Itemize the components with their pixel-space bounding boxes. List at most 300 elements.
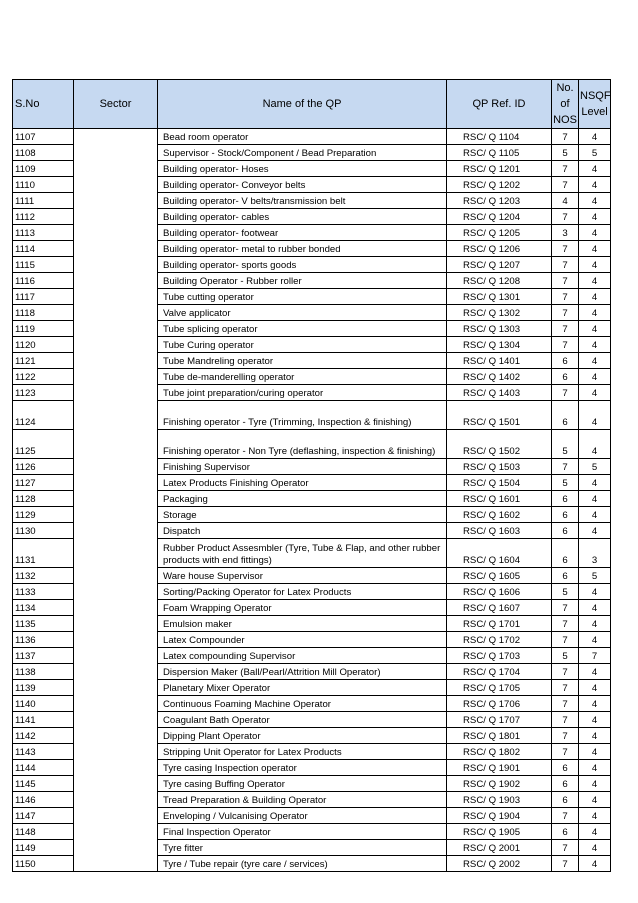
- table-row: [13, 241, 611, 257]
- cell-qp-ref: RSC/ Q 1601: [447, 491, 552, 507]
- cell-nsqf: 4: [579, 225, 611, 241]
- cell-nos: 5: [552, 145, 579, 161]
- cell-nos: 6: [552, 353, 579, 369]
- cell-nsqf: 4: [579, 193, 611, 209]
- table-row: [13, 337, 611, 353]
- cell-sno: 1140: [13, 696, 74, 712]
- cell-qp-ref: RSC/ Q 1503: [447, 459, 552, 475]
- cell-sector: [74, 584, 158, 600]
- cell-nos: 7: [552, 728, 579, 744]
- cell-sno: 1143: [13, 744, 74, 760]
- cell-qp-ref: RSC/ Q 1902: [447, 776, 552, 792]
- cell-nos: 7: [552, 321, 579, 337]
- table-row: [13, 539, 611, 568]
- cell-nsqf: 4: [579, 792, 611, 808]
- cell-nsqf: 4: [579, 430, 611, 459]
- cell-nsqf: 4: [579, 728, 611, 744]
- table-row: [13, 369, 611, 385]
- cell-nos: 7: [552, 305, 579, 321]
- cell-nsqf: 5: [579, 145, 611, 161]
- cell-nsqf: 4: [579, 824, 611, 840]
- table-row: [13, 792, 611, 808]
- cell-nsqf: 4: [579, 209, 611, 225]
- cell-sno: 1111: [13, 193, 74, 209]
- table-row: [13, 632, 611, 648]
- cell-nsqf: 4: [579, 523, 611, 539]
- table-row: [13, 145, 611, 161]
- cell-qp-ref: RSC/ Q 1201: [447, 161, 552, 177]
- cell-qp-name: Latex Products Finishing Operator: [158, 475, 447, 491]
- cell-qp-name: Final Inspection Operator: [158, 824, 447, 840]
- cell-sno: 1116: [13, 273, 74, 289]
- cell-sector: [74, 616, 158, 632]
- table-row: [13, 353, 611, 369]
- cell-sno: 1126: [13, 459, 74, 475]
- cell-qp-ref: RSC/ Q 1202: [447, 177, 552, 193]
- cell-nsqf: 4: [579, 776, 611, 792]
- cell-qp-name: Ware house Supervisor: [158, 568, 447, 584]
- table-row: [13, 475, 611, 491]
- table-row: [13, 744, 611, 760]
- cell-sno: 1110: [13, 177, 74, 193]
- cell-qp-name: Finishing operator - Tyre (Trimming, Inspection & finishing): [158, 401, 447, 430]
- table-row: [13, 273, 611, 289]
- cell-sno: 1142: [13, 728, 74, 744]
- cell-nos: 7: [552, 600, 579, 616]
- cell-nos: 7: [552, 664, 579, 680]
- cell-nsqf: 4: [579, 129, 611, 145]
- cell-nos: 6: [552, 539, 579, 568]
- table-row: [13, 568, 611, 584]
- cell-sno: 1134: [13, 600, 74, 616]
- cell-nsqf: 4: [579, 321, 611, 337]
- cell-nos: 7: [552, 337, 579, 353]
- cell-qp-name: Tyre / Tube repair (tyre care / services): [158, 856, 447, 872]
- cell-sno: 1136: [13, 632, 74, 648]
- cell-nos: 7: [552, 632, 579, 648]
- cell-sector: [74, 840, 158, 856]
- cell-sno: 1118: [13, 305, 74, 321]
- cell-qp-ref: RSC/ Q 1502: [447, 430, 552, 459]
- cell-sno: 1138: [13, 664, 74, 680]
- cell-sector: [74, 744, 158, 760]
- cell-sector: [74, 760, 158, 776]
- table-row: [13, 760, 611, 776]
- table-row: [13, 321, 611, 337]
- cell-qp-ref: RSC/ Q 1802: [447, 744, 552, 760]
- cell-nos: 7: [552, 385, 579, 401]
- cell-qp-name: Stripping Unit Operator for Latex Products: [158, 744, 447, 760]
- cell-nsqf: 3: [579, 539, 611, 568]
- cell-qp-name: Supervisor - Stock/Component / Bead Preparation: [158, 145, 447, 161]
- cell-sno: 1107: [13, 129, 74, 145]
- cell-nos: 6: [552, 568, 579, 584]
- cell-nos: 6: [552, 401, 579, 430]
- cell-nsqf: 4: [579, 257, 611, 273]
- cell-qp-name: Finishing operator - Non Tyre (deflashing, inspection & finishing): [158, 430, 447, 459]
- cell-nos: 5: [552, 475, 579, 491]
- cell-sector: [74, 856, 158, 872]
- cell-sector: [74, 568, 158, 584]
- cell-qp-ref: RSC/ Q 2002: [447, 856, 552, 872]
- cell-qp-name: Tyre casing Inspection operator: [158, 760, 447, 776]
- cell-nsqf: 4: [579, 241, 611, 257]
- cell-nos: 7: [552, 129, 579, 145]
- cell-sector: [74, 225, 158, 241]
- cell-sno: 1146: [13, 792, 74, 808]
- cell-nos: 7: [552, 459, 579, 475]
- cell-sector: [74, 145, 158, 161]
- cell-qp-ref: RSC/ Q 1501: [447, 401, 552, 430]
- cell-sector: [74, 241, 158, 257]
- table-row: [13, 840, 611, 856]
- table-row: [13, 712, 611, 728]
- cell-qp-ref: RSC/ Q 1903: [447, 792, 552, 808]
- cell-nsqf: 4: [579, 337, 611, 353]
- cell-qp-ref: RSC/ Q 1707: [447, 712, 552, 728]
- cell-qp-name: Building Operator - Rubber roller: [158, 273, 447, 289]
- cell-nsqf: 5: [579, 568, 611, 584]
- table-row: [13, 523, 611, 539]
- cell-sno: 1141: [13, 712, 74, 728]
- cell-qp-name: Tube Mandreling operator: [158, 353, 447, 369]
- cell-sector: [74, 696, 158, 712]
- cell-qp-name: Tube joint preparation/curing operator: [158, 385, 447, 401]
- table-row: [13, 289, 611, 305]
- table-row: [13, 584, 611, 600]
- header-row: [13, 80, 611, 129]
- cell-qp-name: Finishing Supervisor: [158, 459, 447, 475]
- cell-qp-ref: RSC/ Q 1204: [447, 209, 552, 225]
- cell-sno: 1135: [13, 616, 74, 632]
- table-row: [13, 225, 611, 241]
- cell-nsqf: 4: [579, 600, 611, 616]
- cell-sno: 1128: [13, 491, 74, 507]
- cell-nos: 7: [552, 257, 579, 273]
- cell-sector: [74, 257, 158, 273]
- cell-nos: 7: [552, 840, 579, 856]
- cell-qp-ref: RSC/ Q 1504: [447, 475, 552, 491]
- cell-nsqf: 4: [579, 353, 611, 369]
- cell-qp-name: Tyre casing Buffing Operator: [158, 776, 447, 792]
- cell-sno: 1149: [13, 840, 74, 856]
- cell-nos: 7: [552, 696, 579, 712]
- cell-sector: [74, 664, 158, 680]
- cell-qp-name: Planetary Mixer Operator: [158, 680, 447, 696]
- cell-nos: 7: [552, 209, 579, 225]
- cell-sector: [74, 648, 158, 664]
- cell-sector: [74, 209, 158, 225]
- cell-qp-ref: RSC/ Q 1105: [447, 145, 552, 161]
- cell-sno: 1113: [13, 225, 74, 241]
- cell-qp-ref: RSC/ Q 1703: [447, 648, 552, 664]
- cell-qp-name: Sorting/Packing Operator for Latex Products: [158, 584, 447, 600]
- cell-nsqf: 4: [579, 808, 611, 824]
- cell-sector: [74, 161, 158, 177]
- cell-qp-name: Bead room operator: [158, 129, 447, 145]
- cell-nsqf: 4: [579, 507, 611, 523]
- cell-nos: 7: [552, 744, 579, 760]
- cell-sno: 1125: [13, 430, 74, 459]
- cell-sector: [74, 523, 158, 539]
- cell-nos: 7: [552, 616, 579, 632]
- cell-sector: [74, 273, 158, 289]
- cell-qp-ref: RSC/ Q 1203: [447, 193, 552, 209]
- cell-nsqf: 4: [579, 475, 611, 491]
- table-row: [13, 491, 611, 507]
- cell-nos: 7: [552, 856, 579, 872]
- cell-qp-name: Building operator- V belts/transmission belt: [158, 193, 447, 209]
- cell-sno: 1129: [13, 507, 74, 523]
- cell-nos: 7: [552, 289, 579, 305]
- cell-qp-name: Latex compounding Supervisor: [158, 648, 447, 664]
- cell-qp-ref: RSC/ Q 1901: [447, 760, 552, 776]
- cell-qp-ref: RSC/ Q 1704: [447, 664, 552, 680]
- cell-sector: [74, 600, 158, 616]
- table-row: [13, 776, 611, 792]
- table-row: [13, 600, 611, 616]
- cell-nsqf: 4: [579, 273, 611, 289]
- cell-qp-ref: RSC/ Q 1402: [447, 369, 552, 385]
- cell-sno: 1120: [13, 337, 74, 353]
- table-row: [13, 193, 611, 209]
- cell-qp-name: Rubber Product Assesmbler (Tyre, Tube & Flap, and other rubber products with end fittings): [158, 539, 447, 568]
- table-row: [13, 664, 611, 680]
- cell-nos: 3: [552, 225, 579, 241]
- table-row: [13, 696, 611, 712]
- cell-qp-name: Building operator- Conveyor belts: [158, 177, 447, 193]
- cell-qp-ref: RSC/ Q 2001: [447, 840, 552, 856]
- cell-sno: 1145: [13, 776, 74, 792]
- cell-qp-ref: RSC/ Q 1605: [447, 568, 552, 584]
- cell-qp-ref: RSC/ Q 1701: [447, 616, 552, 632]
- cell-nos: 7: [552, 273, 579, 289]
- cell-nsqf: 4: [579, 760, 611, 776]
- table-row: [13, 161, 611, 177]
- cell-sno: 1108: [13, 145, 74, 161]
- table-body: [13, 129, 611, 872]
- cell-sno: 1147: [13, 808, 74, 824]
- cell-sector: [74, 712, 158, 728]
- qp-table: [12, 79, 611, 872]
- cell-nos: 5: [552, 430, 579, 459]
- cell-qp-name: Building operator- Hoses: [158, 161, 447, 177]
- cell-qp-ref: RSC/ Q 1403: [447, 385, 552, 401]
- cell-sno: 1124: [13, 401, 74, 430]
- cell-sector: [74, 430, 158, 459]
- cell-nsqf: 4: [579, 840, 611, 856]
- table-row: [13, 430, 611, 459]
- cell-sector: [74, 337, 158, 353]
- cell-sno: 1109: [13, 161, 74, 177]
- cell-qp-name: Building operator- sports goods: [158, 257, 447, 273]
- cell-qp-ref: RSC/ Q 1904: [447, 808, 552, 824]
- cell-nsqf: 4: [579, 491, 611, 507]
- cell-sno: 1114: [13, 241, 74, 257]
- cell-qp-name: Tread Preparation & Building Operator: [158, 792, 447, 808]
- table-row: [13, 648, 611, 664]
- cell-qp-name: Tyre fitter: [158, 840, 447, 856]
- table-row: [13, 305, 611, 321]
- cell-nsqf: 4: [579, 712, 611, 728]
- cell-nos: 6: [552, 792, 579, 808]
- cell-sector: [74, 491, 158, 507]
- cell-nsqf: 4: [579, 616, 611, 632]
- cell-sector: [74, 475, 158, 491]
- table-row: [13, 257, 611, 273]
- cell-nsqf: 4: [579, 401, 611, 430]
- cell-sno: 1119: [13, 321, 74, 337]
- cell-qp-ref: RSC/ Q 1301: [447, 289, 552, 305]
- cell-qp-name: Storage: [158, 507, 447, 523]
- cell-sector: [74, 680, 158, 696]
- cell-sno: 1150: [13, 856, 74, 872]
- table-row: [13, 129, 611, 145]
- cell-qp-ref: RSC/ Q 1607: [447, 600, 552, 616]
- cell-nsqf: 4: [579, 632, 611, 648]
- cell-sno: 1115: [13, 257, 74, 273]
- cell-sno: 1133: [13, 584, 74, 600]
- cell-sector: [74, 353, 158, 369]
- cell-sector: [74, 507, 158, 523]
- table-row: [13, 856, 611, 872]
- cell-nsqf: 4: [579, 385, 611, 401]
- cell-qp-ref: RSC/ Q 1401: [447, 353, 552, 369]
- cell-qp-ref: RSC/ Q 1104: [447, 129, 552, 145]
- cell-nos: 7: [552, 177, 579, 193]
- cell-sno: 1122: [13, 369, 74, 385]
- cell-sno: 1139: [13, 680, 74, 696]
- cell-nos: 7: [552, 680, 579, 696]
- cell-nsqf: 4: [579, 289, 611, 305]
- cell-sector: [74, 289, 158, 305]
- cell-qp-name: Continuous Foaming Machine Operator: [158, 696, 447, 712]
- cell-sector: [74, 459, 158, 475]
- cell-nos: 6: [552, 824, 579, 840]
- cell-qp-name: Building operator- footwear: [158, 225, 447, 241]
- cell-qp-name: Building operator- metal to rubber bonded: [158, 241, 447, 257]
- cell-qp-ref: RSC/ Q 1302: [447, 305, 552, 321]
- cell-nos: 4: [552, 193, 579, 209]
- cell-qp-ref: RSC/ Q 1205: [447, 225, 552, 241]
- cell-qp-ref: RSC/ Q 1206: [447, 241, 552, 257]
- cell-qp-name: Packaging: [158, 491, 447, 507]
- cell-sector: [74, 792, 158, 808]
- cell-nsqf: 4: [579, 664, 611, 680]
- cell-qp-ref: RSC/ Q 1208: [447, 273, 552, 289]
- cell-qp-name: Dispatch: [158, 523, 447, 539]
- cell-nsqf: 4: [579, 177, 611, 193]
- cell-qp-name: Coagulant Bath Operator: [158, 712, 447, 728]
- cell-qp-ref: RSC/ Q 1604: [447, 539, 552, 568]
- table-row: [13, 616, 611, 632]
- cell-sector: [74, 305, 158, 321]
- table-row: [13, 728, 611, 744]
- header-qp-name: Name of the QP: [158, 80, 447, 129]
- table-row: [13, 507, 611, 523]
- cell-sector: [74, 539, 158, 568]
- cell-sno: 1148: [13, 824, 74, 840]
- cell-nsqf: 5: [579, 459, 611, 475]
- cell-qp-ref: RSC/ Q 1207: [447, 257, 552, 273]
- cell-qp-ref: RSC/ Q 1603: [447, 523, 552, 539]
- cell-nos: 7: [552, 712, 579, 728]
- cell-qp-name: Foam Wrapping Operator: [158, 600, 447, 616]
- cell-sno: 1117: [13, 289, 74, 305]
- header-nos: No. of NOS: [552, 80, 579, 129]
- cell-nsqf: 4: [579, 856, 611, 872]
- cell-sno: 1127: [13, 475, 74, 491]
- cell-nsqf: 7: [579, 648, 611, 664]
- cell-sector: [74, 824, 158, 840]
- table-row: [13, 209, 611, 225]
- cell-nos: 7: [552, 808, 579, 824]
- cell-nos: 6: [552, 760, 579, 776]
- cell-sector: [74, 776, 158, 792]
- cell-qp-name: Enveloping / Vulcanising Operator: [158, 808, 447, 824]
- cell-qp-name: Emulsion maker: [158, 616, 447, 632]
- table-row: [13, 177, 611, 193]
- cell-qp-ref: RSC/ Q 1801: [447, 728, 552, 744]
- cell-qp-name: Tube Curing operator: [158, 337, 447, 353]
- table-row: [13, 401, 611, 430]
- header-nsqf: NSQF Level: [579, 80, 611, 129]
- cell-sector: [74, 728, 158, 744]
- cell-sno: 1131: [13, 539, 74, 568]
- cell-qp-name: Tube cutting operator: [158, 289, 447, 305]
- cell-nsqf: 4: [579, 584, 611, 600]
- cell-nsqf: 4: [579, 680, 611, 696]
- cell-sno: 1112: [13, 209, 74, 225]
- cell-sector: [74, 808, 158, 824]
- cell-sno: 1137: [13, 648, 74, 664]
- cell-nos: 5: [552, 648, 579, 664]
- cell-nos: 6: [552, 491, 579, 507]
- cell-qp-name: Dipping Plant Operator: [158, 728, 447, 744]
- cell-nos: 6: [552, 369, 579, 385]
- cell-qp-name: Building operator- cables: [158, 209, 447, 225]
- cell-sector: [74, 177, 158, 193]
- cell-nos: 7: [552, 161, 579, 177]
- table-row: [13, 680, 611, 696]
- cell-sno: 1144: [13, 760, 74, 776]
- cell-sector: [74, 385, 158, 401]
- cell-qp-name: Dispersion Maker (Ball/Pearl/Attrition Mill Operator): [158, 664, 447, 680]
- cell-qp-ref: RSC/ Q 1702: [447, 632, 552, 648]
- cell-sector: [74, 321, 158, 337]
- cell-nsqf: 4: [579, 305, 611, 321]
- cell-qp-ref: RSC/ Q 1303: [447, 321, 552, 337]
- cell-sector: [74, 632, 158, 648]
- cell-qp-ref: RSC/ Q 1905: [447, 824, 552, 840]
- table-row: [13, 385, 611, 401]
- cell-nos: 6: [552, 776, 579, 792]
- cell-sector: [74, 369, 158, 385]
- cell-sno: 1132: [13, 568, 74, 584]
- cell-nsqf: 4: [579, 744, 611, 760]
- cell-qp-name: Latex Compounder: [158, 632, 447, 648]
- cell-qp-ref: RSC/ Q 1705: [447, 680, 552, 696]
- cell-qp-name: Tube de-manderelling operator: [158, 369, 447, 385]
- header-sector: Sector: [74, 80, 158, 129]
- cell-nsqf: 4: [579, 696, 611, 712]
- cell-nos: 5: [552, 584, 579, 600]
- cell-qp-name: Tube splicing operator: [158, 321, 447, 337]
- table-row: [13, 459, 611, 475]
- cell-sector: [74, 401, 158, 430]
- cell-sno: 1123: [13, 385, 74, 401]
- cell-sno: 1130: [13, 523, 74, 539]
